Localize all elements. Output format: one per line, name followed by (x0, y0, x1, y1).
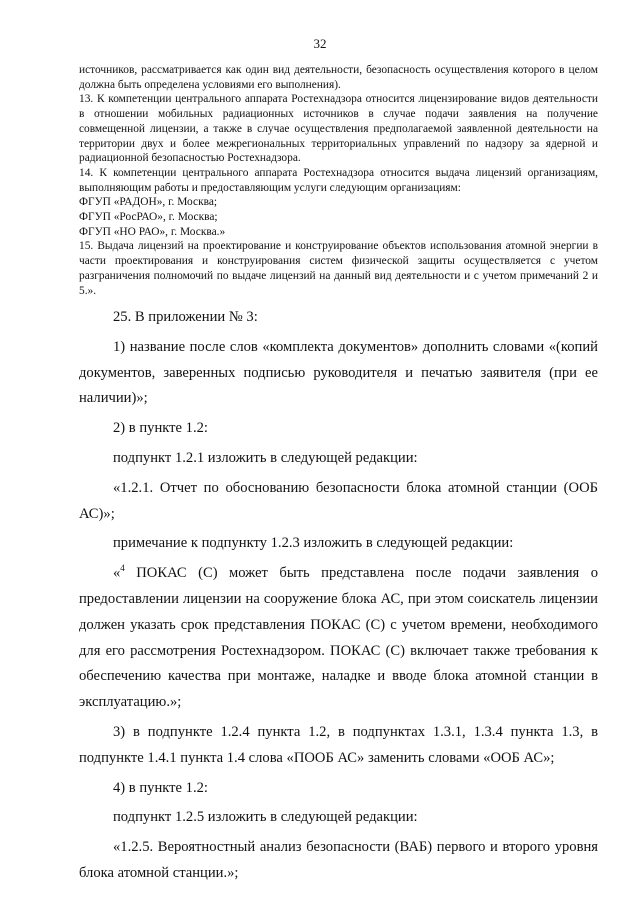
paragraph-quote-1-2-1: «1.2.1. Отчет по обоснованию безопасности блока атомной станции (ООБ АС)»; (79, 479, 598, 522)
quote-open: « (113, 565, 121, 582)
paragraph-note-1-2-3: примечание к подпункту 1.2.3 изложить в следующей редакции: (113, 535, 514, 552)
paragraph-sub-4: 4) в пункте 1.2: (113, 779, 208, 796)
paragraph-sub-1: 1) название после слов «комплекта документов» дополнить словами «(копий документов, заверенных подписью руководителя и печатью заявителя (при ее наличии)»; (79, 338, 598, 407)
paragraph-subitem-1-2-1: подпункт 1.2.1 изложить в следующей редакции: (113, 449, 418, 466)
small-text-block (79, 63, 598, 298)
note-body: ПОКАС (С) может быть представлена после подачи заявления о предоставлении лицензии на сооружение блока АС, при этом соискатель лицензии должен указать срок представления ПОКАС (С) с учетом времени, необходимого для его рассмотрения Ростехнадзором. ПОКАС (С) включает также требования к обеспечению качества при монтаже, наладке и вводе блока атомной станции в эксплуатацию.»; (79, 565, 598, 711)
paragraph-sub-2: 2) в пункте 1.2: (113, 420, 208, 437)
main-text-block (79, 305, 598, 887)
paragraph-item-14: 14. К компетенции центрального аппарата Ростехнадзора относится выдача лицензий организациям, выполняющим работы и предоставляющим услуги следующим организациям: (79, 166, 598, 194)
org-line-radon: ФГУП «РАДОН», г. Москва; (79, 196, 218, 209)
paragraph-quote-1-2-5: «1.2.5. Вероятностный анализ безопасности (ВАБ) первого и второго уровня блока атомной станции.»; (79, 839, 598, 881)
paragraph-subitem-1-2-5: подпункт 1.2.5 изложить в следующей редакции: (113, 809, 418, 826)
paragraph-item-15: 15. Выдача лицензий на проектирование и конструирование объектов использования атомной энергии в части проектирования и конструирования систем физической защиты осуществляется с учетом разграничения полномочий по выдаче лицензий на данный вид деятельности и с учетом примечаний 2 и 5.». (79, 240, 598, 297)
page-number: 32 (313, 36, 327, 51)
org-line-norao: ФГУП «НО РАО», г. Москва.» (79, 225, 226, 238)
paragraph-25: 25. В приложении № 3: (113, 309, 258, 325)
footnote-marker: 4 (120, 563, 125, 574)
org-line-rosrao: ФГУП «РосРАО», г. Москва; (79, 211, 218, 224)
paragraph-sub-3: 3) в подпункте 1.2.4 пункта 1.2, в подпунктах 1.3.1, 1.3.4 пункта 1.3, в подпункте 1.4.1 пункта 1.4 слова «ПООБ АС» заменить словами «ООБ АС»; (79, 723, 598, 766)
paragraph-continuation: источников, рассматривается как один вид деятельности, безопасность осуществления которого в целом должна быть определена условиями его выполнения). (79, 64, 598, 91)
paragraph-item-13: 13. К компетенции центрального аппарата Ростехнадзора относится лицензирование видов деятельности в отношении мобильных радиационных источников в случае подачи заявления на получение совмещенной лицензии, а также в случае осуществления предполагаемой заявленной деятельности на территории двух и более межрегиональных территориальных управлений по надзору за ядерной и радиационной безопасностью Ростехнадзора. (79, 93, 598, 165)
paragraph-note-text (79, 561, 598, 716)
